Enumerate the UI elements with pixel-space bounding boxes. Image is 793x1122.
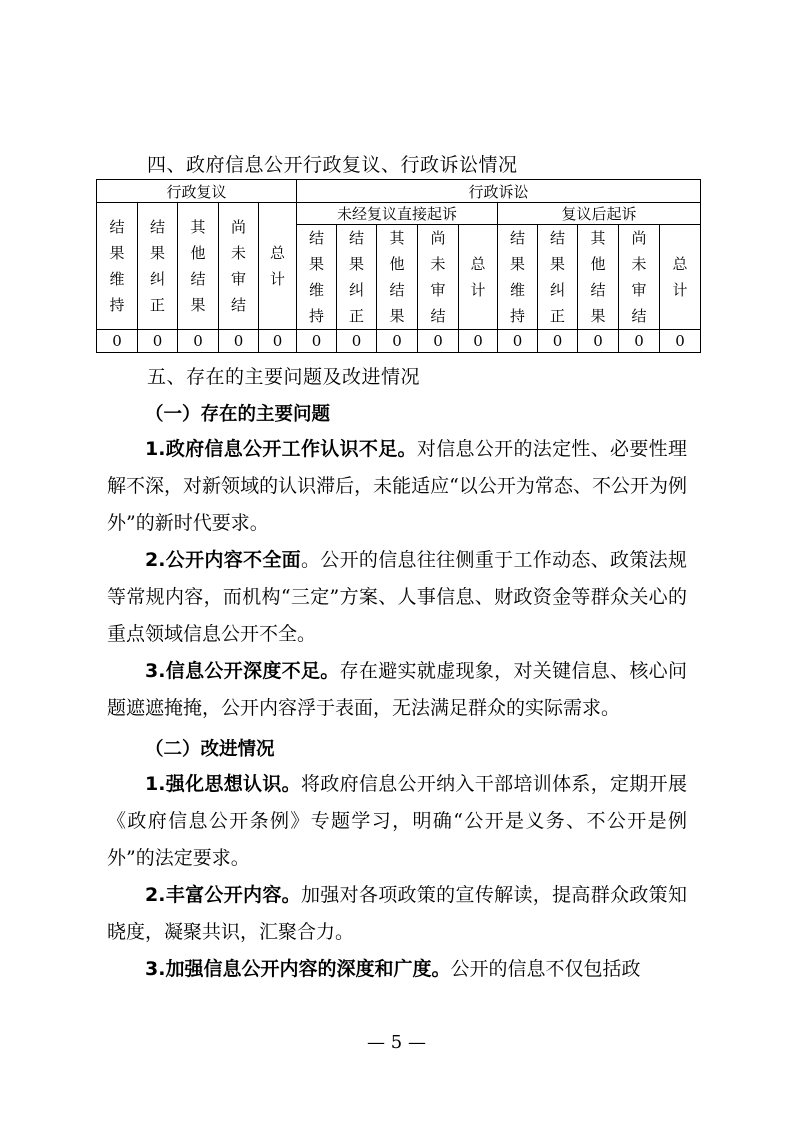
table-cell: 0 [459,330,498,353]
table-cell: 0 [297,330,337,353]
col-direct-total: 总计 [459,225,498,330]
table-cell: 0 [578,330,619,353]
paragraph-problem-1 [107,431,687,542]
section-4-title: 四、政府信息公开行政复议、行政诉讼情况 [147,154,518,176]
col-direct-upheld: 结果维持 [297,225,337,330]
page-number: — 5 — [367,1032,426,1053]
col-after-upheld: 结果维持 [498,225,538,330]
paragraph-lead: 3.加强信息公开内容的深度和广度。 [145,958,451,980]
col-direct-pending: 尚未审结 [418,225,459,330]
paragraph-improvement-2 [107,877,687,951]
table-cell: 0 [178,330,219,353]
table-cell: 0 [538,330,578,353]
col-after-pending: 尚未审结 [619,225,660,330]
paragraph-lead: 1.政府信息公开工作认识不足。 [145,438,417,460]
paragraph-lead: 2.丰富公开内容。 [145,884,301,906]
col-review-total: 总计 [259,203,297,330]
paragraph-lead: 3.信息公开深度不足。 [145,660,340,682]
col-after-total: 总计 [660,225,701,330]
paragraph-body: 对信息公开的法定性、必要性理解不深，对新领域的认识滞后，未能适应“以公开为常态、不公开为例外”的新时代要求。 [107,438,687,534]
col-review-corrected: 结果纠正 [138,203,178,330]
table-cell: 0 [259,330,297,353]
section-5-title: 五、存在的主要问题及改进情况 [147,366,421,388]
table-row [97,330,701,353]
col-after-other: 其他结果 [578,225,619,330]
header-review: 行政复议 [97,180,297,203]
table-cell: 0 [97,330,138,353]
col-direct-other: 其他结果 [377,225,418,330]
paragraph-body: 将政府信息公开纳入干部培训体系，定期开展《政府信息公开条例》专题学习，明确“公开是义务、不公开是例外”的法定要求。 [107,773,687,869]
subsection-problems-title: （一）存在的主要问题 [145,404,331,425]
table-cell: 0 [619,330,660,353]
table-cell: 0 [138,330,178,353]
paragraph-improvement-1 [107,766,687,877]
paragraph-body: 。公开的信息往往侧重于工作动态、政策法规等常规内容，而机构“三定”方案、人事信息、财政资金等群众关心的重点领域信息公开不全。 [107,549,687,645]
paragraph-body: 加强对各项政策的宣传解读，提高群众政策知晓度，凝聚共识，汇聚合力。 [107,884,687,943]
paragraph-problem-2 [107,542,687,653]
table-cell: 0 [660,330,701,353]
subsection-improvements-title: （二）改进情况 [145,739,275,760]
paragraph-improvement-3 [107,951,687,988]
table-cell: 0 [418,330,459,353]
table-cell: 0 [337,330,377,353]
paragraph-problem-3 [107,653,687,727]
table-cell: 0 [377,330,418,353]
col-review-pending: 尚未审结 [219,203,259,330]
review-litigation-table [96,179,701,353]
col-direct-corrected: 结果纠正 [337,225,377,330]
col-after-corrected: 结果纠正 [538,225,578,330]
paragraph-lead: 1.强化思想认识。 [145,773,301,795]
header-direct-suit: 未经复议直接起诉 [297,203,498,225]
paragraph-body: 公开的信息不仅包括政 [450,958,641,980]
table-cell: 0 [219,330,259,353]
col-review-other: 其他结果 [178,203,219,330]
paragraph-body: 存在避实就虚现象，对关键信息、核心问题遮遮掩掩，公开内容浮于表面，无法满足群众的实际需求。 [107,660,687,719]
paragraph-lead: 2.公开内容不全面 [145,549,301,571]
header-litigation: 行政诉讼 [297,180,701,203]
header-after-review-suit: 复议后起诉 [498,203,701,225]
col-review-upheld: 结果维持 [97,203,138,330]
table-cell: 0 [498,330,538,353]
